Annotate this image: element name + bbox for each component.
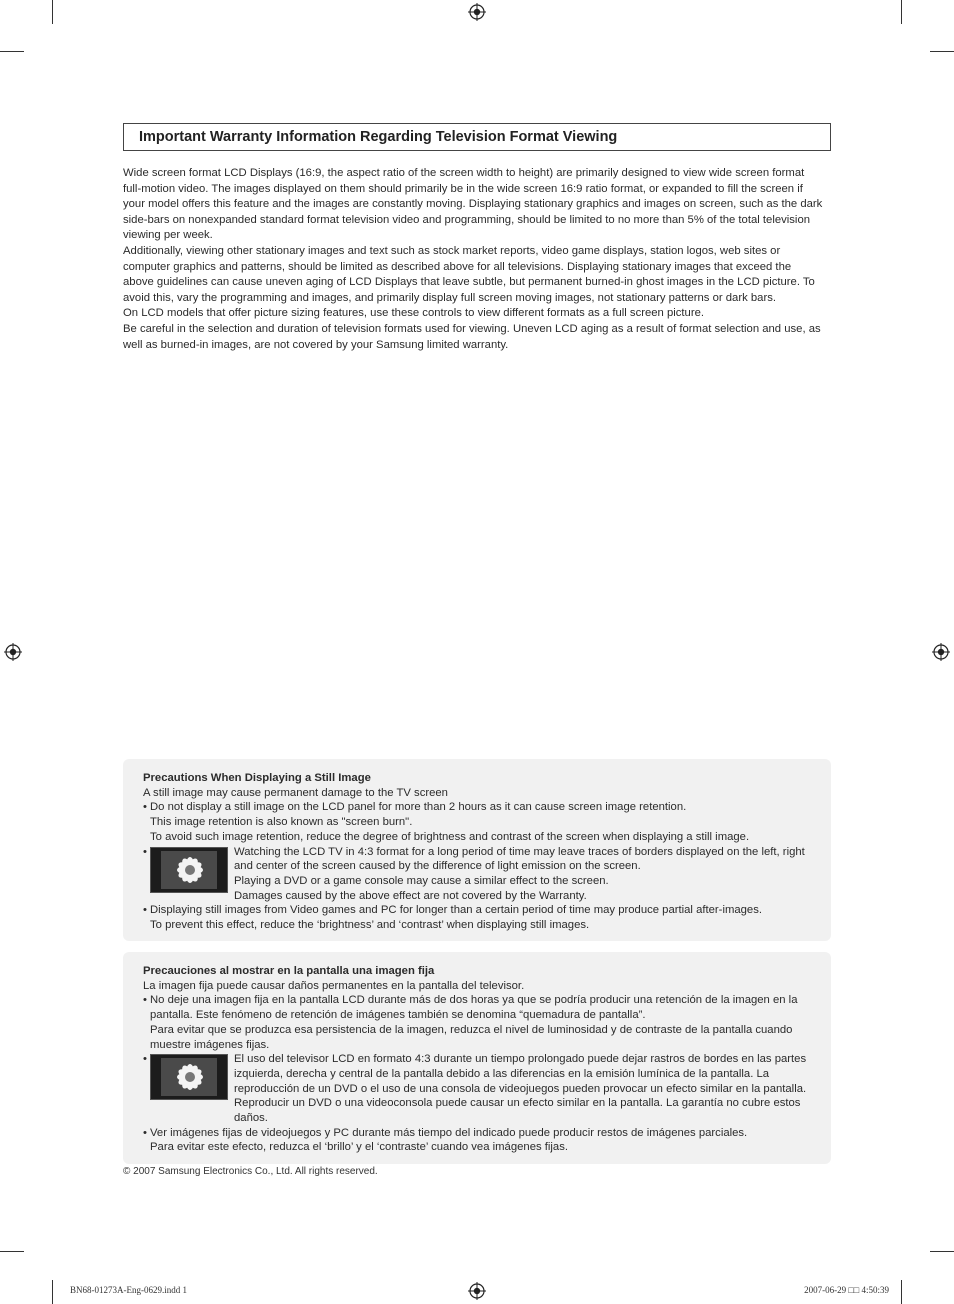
registration-mark-icon xyxy=(468,1282,486,1300)
bullet-item: • Displaying still images from Video games and PC for longer than a certain period of time may produce partial after-images. xyxy=(143,903,823,918)
flower-icon xyxy=(161,1058,217,1096)
warranty-text xyxy=(123,166,823,353)
crop-mark xyxy=(52,0,53,24)
footer-filename: BN68-01273A-Eng-0629.indd 1 xyxy=(70,1285,187,1295)
title-box xyxy=(123,123,831,151)
crop-mark xyxy=(901,0,902,24)
flower-icon xyxy=(161,851,217,889)
section-heading: Precautions When Displaying a Still Image xyxy=(143,772,371,784)
paragraph: Be careful in the selection and duration of television formats used for viewing. Uneven LCD aging as a result of format selection and use, as well as burned-in images, are not covered by your Samsung limited warranty. xyxy=(123,322,821,351)
bullet-item: • No deje una imagen fija en la pantalla LCD durante más de dos horas ya que se podría producir una retención de la imagen en la pantalla. Este fenómeno de retención de imágenes también se denomina “quemadura de pantalla”. xyxy=(143,993,823,1022)
crop-mark xyxy=(0,1251,24,1252)
crop-mark xyxy=(0,51,24,52)
english-precautions-panel xyxy=(123,759,831,941)
registration-mark-icon xyxy=(932,643,950,661)
registration-mark-icon xyxy=(468,3,486,21)
tv-still-image-illustration xyxy=(150,847,228,893)
spanish-precautions-panel xyxy=(123,952,831,1164)
crop-mark xyxy=(930,51,954,52)
footer-timestamp: 2007-06-29 □□ 4:50:39 xyxy=(804,1285,889,1295)
image-bullet-text: • Watching the LCD TV in 4:3 format for a long period of time may leave traces of borders displayed on the left, right and center of the screen caused by the difference of light emission on the screen. xyxy=(234,845,805,873)
bullet-item-with-image xyxy=(143,1052,823,1126)
image-bullet-text: Damages caused by the above effect are not covered by the Warranty. xyxy=(234,889,587,902)
page-title: Important Warranty Information Regarding Television Format Viewing xyxy=(139,129,618,145)
crop-mark xyxy=(52,1280,53,1304)
bullet-continuation: Para evitar este efecto, reduzca el ‘brillo’ y el ‘contraste’ cuando vea imágenes fijas. xyxy=(150,1141,568,1154)
image-bullet-text: • El uso del televisor LCD en formato 4:3 durante un tiempo prolongado puede dejar rastros de bordes en las partes izquierda, derecha y central de la pantalla debido a las diferencias en la emisión lumínica de la pantalla. La reproducción de un DVD o el uso de una consola de videojuegos pueden provocar un efecto similar en la pantalla. Reproducir un DVD o una videoconsola puede causar un efecto similar en la pantalla. La garantía no cubre estos daños. xyxy=(234,1053,807,1125)
paragraph: Wide screen format LCD Displays (16:9, the aspect ratio of the screen width to height) are primarily designed to view wide screen format full-motion video. The images displayed on them should primarily be in the wide screen 16:9 ratio format, or expanded to fill the screen if your model offers this feature and the images are constantly moving. Displaying stationary graphics and images on screen, such as the dark side-bars on nonexpanded standard format television video and programming, should be limited to no more than 5% of the total television viewing per week. xyxy=(123,167,823,242)
crop-mark xyxy=(930,1251,954,1252)
bullet-item: • Do not display a still image on the LCD panel for more than 2 hours as it can cause screen image retention. xyxy=(143,800,823,815)
bullet-continuation: To avoid such image retention, reduce the degree of brightness and contrast of the screen when displaying a still image. xyxy=(150,830,750,843)
paragraph: Additionally, viewing other stationary images and text such as stock market reports, video game displays, station logos, web sites or computer graphics and patterns, should be limited as described above for all televisions. Displaying stationary images that exceed the above guidelines can cause uneven aging of LCD Displays that leave subtle, but permanent burned-in ghost images in the LCD picture. To avoid this, vary the programming and images, and primarily display full screen moving images, not stationary patterns or dark bars. xyxy=(123,244,815,304)
bullet-item-with-image xyxy=(143,845,823,904)
section-intro: La imagen fija puede causar daños permanentes en la pantalla del televisor. xyxy=(143,979,525,992)
copyright: © 2007 Samsung Electronics Co., Ltd. All rights reserved. xyxy=(123,1166,378,1177)
bullet-continuation: Para evitar que se produzca esa persistencia de la imagen, reduzca el nivel de luminosidad y de contraste de la pantalla cuando muestre imágenes fijas. xyxy=(150,1023,793,1051)
section-intro: A still image may cause permanent damage to the TV screen xyxy=(143,786,448,799)
section-heading: Precauciones al mostrar en la pantalla una imagen fija xyxy=(143,965,435,977)
image-bullet-text: Playing a DVD or a game console may cause a similar effect to the screen. xyxy=(234,874,609,887)
registration-mark-icon xyxy=(4,643,22,661)
crop-mark xyxy=(901,1280,902,1304)
tv-still-image-illustration xyxy=(150,1054,228,1100)
bullet-continuation: To prevent this effect, reduce the ‘brightness’ and ‘contrast’ when displaying still images. xyxy=(150,919,590,932)
paragraph: On LCD models that offer picture sizing features, use these controls to view different formats as a full screen picture. xyxy=(123,307,705,320)
bullet-item: • Ver imágenes fijas de videojuegos y PC durante más tiempo del indicado puede producir restos de imágenes parciales. xyxy=(143,1126,823,1141)
bullet-continuation: This image retention is also known as "screen burn". xyxy=(150,816,413,829)
